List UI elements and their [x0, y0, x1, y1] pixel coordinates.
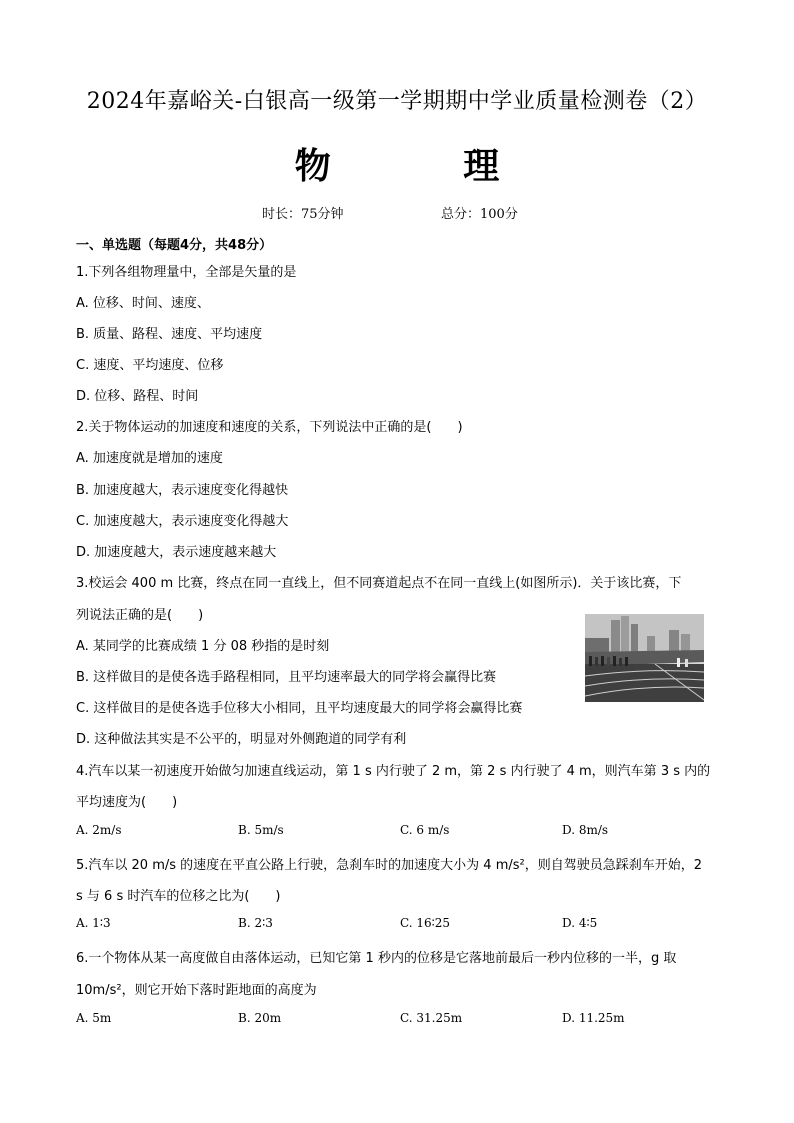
question-6-option-a: A. 5m [76, 1011, 112, 1025]
duration-text: 时长：75分钟 [262, 207, 344, 222]
subject-title: 物 理 [294, 146, 560, 187]
total-score-text: 总分：100分 [441, 207, 518, 222]
question-6-stem-line2: 10m/s²，则它开始下落时距地面的高度为 [76, 983, 317, 998]
exam-title: 2024年嘉峪关-白银高一级第一学期期中学业质量检测卷（2） [86, 89, 708, 114]
question-4-option-b: B. 5m/s [238, 823, 284, 837]
question-3-option-d: D. 这种做法其实是不公平的，明显对外侧跑道的同学有利 [76, 732, 407, 747]
question-4-stem-line1: 4.汽车以某一初速度开始做匀加速直线运动，第 1 s 内行驶了 2 m，第 2 s 内行驶了 4 m，则汽车第 3 s 内的 [76, 764, 711, 779]
question-4-option-c: C. 6 m/s [400, 823, 450, 837]
question-1-option-c: C. 速度、平均速度、位移 [76, 358, 224, 373]
question-3-option-b: B. 这样做目的是使各选手路程相同，且平均速率最大的同学将会赢得比赛 [76, 670, 497, 685]
question-5-option-d: D. 4∶5 [562, 916, 598, 930]
question-6-option-d: D. 11.25m [562, 1011, 625, 1025]
question-5-option-b: B. 2∶3 [238, 916, 273, 930]
question-2-option-c: C. 加速度越大，表示速度变化得越大 [76, 514, 289, 529]
question-4-option-a: A. 2m/s [76, 823, 122, 837]
question-2-option-b: B. 加速度越大，表示速度变化得越快 [76, 483, 289, 498]
question-2-stem: 2.关于物体运动的加速度和速度的关系，下列说法中正确的是( ) [76, 420, 463, 435]
question-1-option-b: B. 质量、路程、速度、平均速度 [76, 327, 263, 342]
question-2-option-d: D. 加速度越大，表示速度越来越大 [76, 545, 277, 560]
question-1-stem: 1.下列各组物理量中，全部是矢量的是 [76, 265, 297, 280]
question-5-stem-line1: 5.汽车以 20 m/s 的速度在平直公路上行驶，急刹车时的加速度大小为 4 m/s²，则自驾驶员急踩刹车开始，2 [76, 858, 702, 873]
question-3-stem-line1: 3.校运会 400 m 比赛，终点在同一直线上，但不同赛道起点不在同一直线上(如图所示)．关于该比赛，下 [76, 576, 682, 591]
question-1-option-a: A. 位移、时间、速度、 [76, 296, 210, 311]
question-5-option-a: A. 1∶3 [76, 916, 111, 930]
question-4-stem-line2: 平均速度为( ) [76, 795, 178, 810]
question-2-option-a: A. 加速度就是增加的速度 [76, 451, 223, 466]
question-4-option-d: D. 8m/s [562, 823, 609, 837]
question-6-stem-line1: 6.一个物体从某一高度做自由落体运动，已知它第 1 秒内的位移是它落地前最后一秒内位移的一半，g 取 [76, 951, 677, 966]
question-6-option-c: C. 31.25m [400, 1011, 463, 1025]
question-1-option-d: D. 位移、路程、时间 [76, 389, 199, 404]
track-race-photo [585, 614, 704, 702]
section-title: 一、单选题（每题4分，共48分） [76, 238, 273, 253]
question-5-option-c: C. 16∶25 [400, 916, 451, 930]
question-3-stem-line2: 列说法正确的是( ) [76, 608, 204, 623]
question-5-stem-line2: s 与 6 s 时汽车的位移之比为( ) [76, 889, 281, 904]
question-6-option-b: B. 20m [238, 1011, 282, 1025]
question-3-option-c: C. 这样做目的是使各选手位移大小相同，且平均速度最大的同学将会赢得比赛 [76, 701, 523, 716]
question-3-option-a: A. 某同学的比赛成绩 1 分 08 秒指的是时刻 [76, 639, 330, 654]
